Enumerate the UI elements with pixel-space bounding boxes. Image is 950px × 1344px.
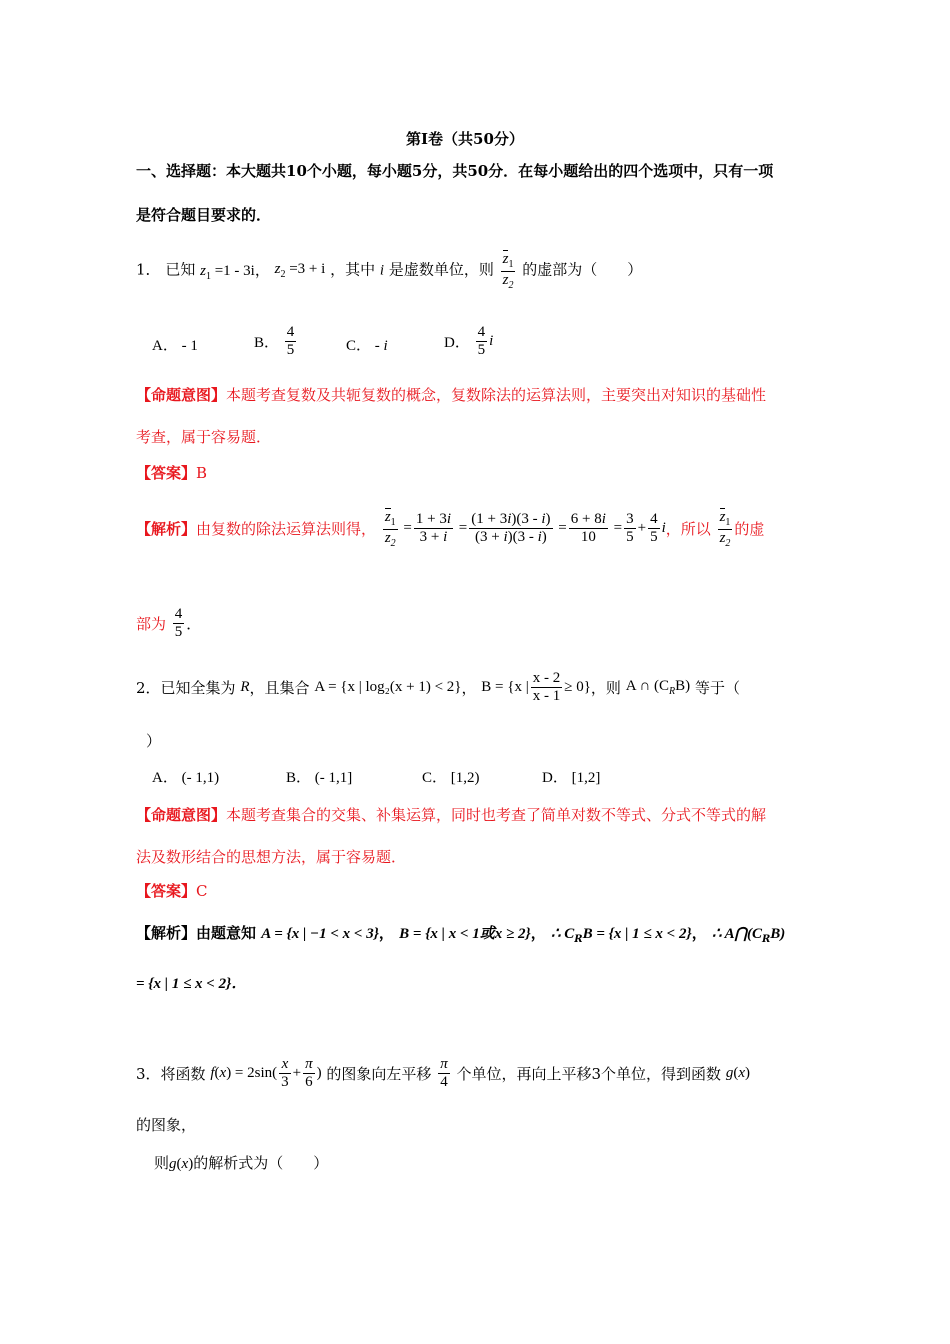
q2-answer: 【答案】C [136,882,208,900]
q3-function-f: f(x) = 2sin( $\frac{x}{3}$ + $\frac{\pi}{6}$ ) [210,1056,322,1091]
q3-stem-line3: 则g(x)的解析式为（ ） [154,1154,329,1172]
section-instructions-line2: 是符合题目要求的． [136,206,272,224]
q2-intent-line2: 法及数形结合的思想方法，属于容易题． [136,848,407,866]
section-instructions-line1: 一、选择题：本大题共10个小题，每小题5分，共50分．在每小题给出的四个选项中，只有一项 [136,162,774,180]
q1-text: 是虚数单位，则 [388,260,494,279]
q2-intent: 【命题意图】本题考查集合的交集、补集运算，同时也考查了简单对数不等式、分式不等式的解 [136,806,767,824]
q2-expression: A ∩ $(C_RB)$ [625,678,691,698]
q1-z1: $z_1 =1 - 3i$， [200,263,270,282]
q3-shift: $\frac{\pi}{4}$ [440,1056,448,1091]
q1-z2: $z_2 =3 + i$ [274,261,326,280]
q1-option-c[interactable]: C． - i [346,338,388,354]
q2-option-d[interactable]: D． [1,2] [542,770,601,786]
q1-option-b[interactable]: B． $\frac{4}{5}$ [254,324,295,359]
q2-option-a[interactable]: A． (- 1,1) [152,770,220,786]
q2-option-c[interactable]: C． [1,2) [422,770,480,786]
q1-analysis: 【解析】由复数的除法运算法则得， $\frac{z_1}{z_2}$ = $\frac{1 + 3i}{3 + i}$ = $\frac{(1 + 3i)(3 - i)}{(3 + i)(3 - i)}$ = $\frac{6 + 8i}{10}$ = $\frac{3}{5}$ + $\frac{4}{5}$ i，所以 $\frac{z_1}{z_2}$ 的虚 [136,509,765,549]
q1-option-d[interactable]: D． $\frac{4}{5}$ i [444,324,494,359]
q1-derivation: $\frac{z_1}{z_2}$ = $\frac{1 + 3i}{3 + i}$ = $\frac{(1 + 3i)(3 - i)}{(3 + i)(3 - i)}$ = $\frac{6 + 8i}{10}$ = $\frac{3}{5}$ + $\frac{4}{5}$ i [384,509,666,549]
question-3-stem: 3．将函数 f(x) = 2sin( $\frac{x}{3}$ + $\frac{\pi}{6}$ ) 的图象向左平移 $\frac{\pi}{4}$ 个单位，再向上平移3个单位，得到函数 g(x) [136,1056,751,1091]
question-2-stem: 2．已知全集为 R，且集合 A = {x | log₂(x + 1) < 2}， B = {x | $\frac{x - 2}{x - 1}$ ≥ 0}，则 A ∩ $(C_RB)$ 等于（ [136,670,740,705]
q1-intent-line2: 考查，属于容易题． [136,428,272,446]
q1-fraction: $\frac{z_1}{z_2}$ [502,251,514,291]
q2-set-r: R [240,679,250,696]
q1-analysis-line2: 部为 $\frac{4}{5}$ ． [136,606,202,641]
q3-function-g: g(x) [725,1065,751,1082]
q2-set-b: B = {x | $\frac{x - 2}{x - 1}$ ≥ 0} [481,670,591,705]
q1-text: ，其中 [330,260,376,279]
q1-option-a[interactable]: A． - 1 [152,338,198,354]
q2-option-b[interactable]: B． (- 1,1] [286,770,353,786]
q2-set-a: A = {x | log₂(x + 1) < 2} [314,679,462,696]
question-number: 1． [136,260,161,279]
q2-analysis: 【解析】由题意知 A = {x | −1 < x < 3}， B = {x | x < 1或x ≥ 2}， ∴ $C_RB = \{x$ | 1 ≤ x < 2}， ∴ $A⋂(C_RB)$ [136,924,786,945]
q1-i: i [379,262,385,279]
q1-text: 已知 [165,260,196,279]
q1-text: 的虚部为（ ） [522,260,643,279]
question-1-stem [136,250,642,291]
q2-analysis-line2: = {x | 1 ≤ x < 2}． [136,976,247,992]
page-title: 第Ⅰ卷（共50分） [406,130,524,148]
q1-answer: 【答案】B [136,464,208,482]
q1-intent: 【命题意图】本题考查复数及共轭复数的概念，复数除法的运算法则，主要突出对知识的基础性 [136,386,767,404]
q2-stem-close: ） [146,732,162,750]
q3-stem-line2: 的图象， [136,1116,197,1134]
